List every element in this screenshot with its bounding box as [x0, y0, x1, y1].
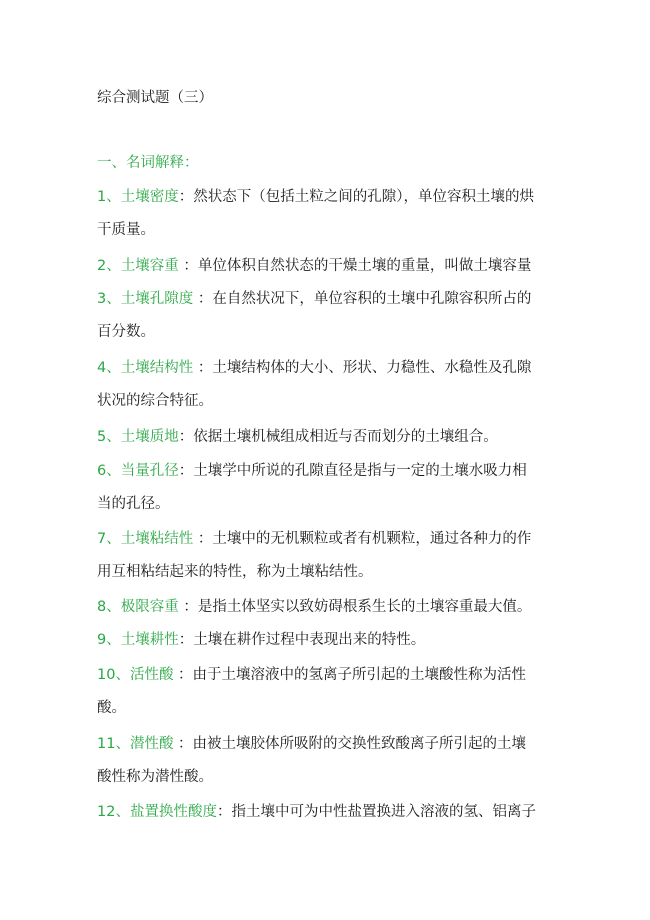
entry-term: 当量孔径	[120, 463, 179, 479]
glossary-entry	[97, 659, 555, 725]
entry-definition: ：在自然状况下，单位容积的土壤中孔隙容积所占的	[193, 291, 532, 307]
glossary-entry	[97, 421, 555, 454]
entry-definition-cont: 酸性称为潜性酸。	[97, 769, 213, 785]
entry-definition: ：指土壤中可为中性盐置换进入溶液的氢、铝离子	[216, 804, 536, 820]
entry-definition: ：由于土壤溶液中的氢离子所引起的土壤酸性称为活性	[173, 667, 527, 683]
glossary-entry	[97, 728, 555, 794]
entry-term: 盐置换性酸度	[129, 804, 217, 820]
entry-definition: ：单位体积自然状态的干燥土壤的重量，叫做土壤容量	[178, 258, 532, 274]
entry-term: 土壤质地	[120, 429, 179, 445]
glossary-entry	[97, 181, 555, 247]
entry-number: 5、	[97, 429, 121, 445]
entry-number: 1、	[97, 189, 121, 205]
entry-term: 极限容重	[120, 599, 179, 615]
glossary-entry	[97, 250, 555, 283]
entry-definition: ：然状态下（包括土粒之间的孔隙），单位容积土壤的烘	[178, 189, 534, 205]
entry-term: 潜性酸	[129, 736, 174, 752]
entry-number: 6、	[97, 463, 121, 479]
entry-definition-cont: 当的孔径。	[97, 496, 170, 512]
glossary-entry	[97, 624, 555, 657]
entry-number: 9、	[97, 632, 121, 648]
entry-term: 土壤粘结性	[120, 531, 194, 547]
document-title: 综合测试题（三）	[97, 90, 213, 106]
entry-term: 土壤孔隙度	[120, 291, 194, 307]
glossary-entry	[97, 455, 555, 521]
glossary-entry	[97, 352, 555, 418]
entry-definition: ：土壤结构体的大小、形状、力稳性、水稳性及孔隙	[193, 360, 532, 376]
entry-number: 3、	[97, 291, 121, 307]
entry-definition-cont: 干质量。	[97, 222, 155, 238]
entry-definition: ：土壤中的无机颗粒或者有机颗粒，通过各种力的作	[193, 531, 532, 547]
glossary-entry	[97, 283, 555, 349]
entry-term: 土壤结构性	[120, 360, 194, 376]
entry-term: 土壤容重	[120, 258, 179, 274]
glossary-entry	[97, 523, 555, 589]
entry-term: 活性酸	[129, 667, 174, 683]
glossary-entry	[97, 796, 555, 829]
entry-definition: ：是指土体坚实以致妨碍根系生长的土壤容重最大值。	[178, 599, 532, 615]
entry-number: 2、	[97, 258, 121, 274]
entry-number: 12、	[97, 804, 130, 820]
entry-definition-cont: 用互相粘结起来的特性，称为土壤粘结性。	[97, 564, 373, 580]
entry-definition-cont: 百分数。	[97, 324, 155, 340]
entry-definition: ：由被土壤胶体所吸附的交换性致酸离子所引起的土壤	[173, 736, 527, 752]
entry-definition: ：土壤学中所说的孔隙直径是指与一定的土壤水吸力相	[178, 463, 527, 479]
glossary-entry	[97, 591, 555, 624]
entry-number: 7、	[97, 531, 121, 547]
entry-number: 8、	[97, 599, 121, 615]
entry-definition-cont: 酸。	[97, 700, 126, 716]
entry-definition: ：依据土壤机械组成相近与否而划分的土壤组合。	[178, 429, 498, 445]
entry-number: 11、	[97, 736, 130, 752]
entry-definition-cont: 状况的综合特征。	[97, 393, 213, 409]
entry-number: 4、	[97, 360, 121, 376]
section-heading: 一、名词解释：	[97, 155, 199, 171]
entry-term: 土壤耕性	[120, 632, 179, 648]
entry-term: 土壤密度	[120, 189, 179, 205]
entry-number: 10、	[97, 667, 130, 683]
entry-definition: ：土壤在耕作过程中表现出来的特性。	[178, 632, 426, 648]
